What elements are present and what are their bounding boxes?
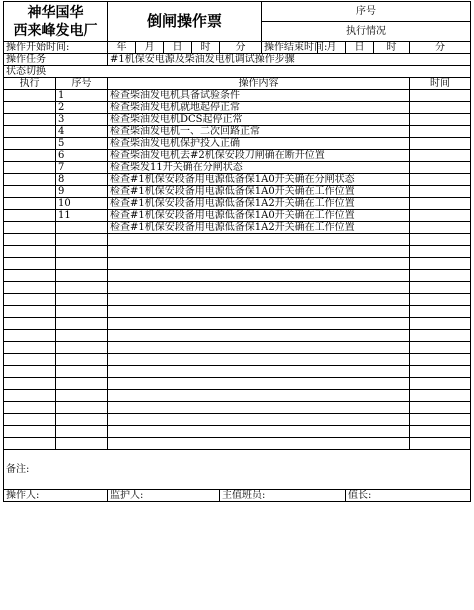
- execute-cell[interactable]: [4, 210, 56, 222]
- state-switch-label: 状态切换: [4, 66, 471, 78]
- serial-label: 序号: [262, 2, 471, 22]
- step-content: 检查#1机保安段备用电源低备保1A0开关确在工作位置: [108, 186, 410, 198]
- execute-cell[interactable]: [4, 222, 56, 234]
- execute-cell[interactable]: [4, 114, 56, 126]
- step-content: 检查#1机保安段备用电源低备保1A0开关确在分闸状态: [108, 174, 410, 186]
- supervisor-signature[interactable]: 监护人:: [108, 490, 220, 502]
- step-no: 8: [56, 174, 108, 186]
- start-time-label: 操作开始时间:: [4, 42, 108, 54]
- table-row: [4, 306, 471, 318]
- operation-ticket-sheet: [3, 1, 470, 502]
- table-row: [4, 270, 471, 282]
- end-minute-unit: 分: [410, 42, 471, 54]
- step-no: 5: [56, 138, 108, 150]
- table-row: [4, 330, 471, 342]
- step-content: 检查柴发11开关确在分闸状态: [108, 162, 410, 174]
- column-header-time: 时间: [410, 78, 471, 90]
- start-day-unit: 日: [164, 42, 192, 54]
- step-no: 11: [56, 210, 108, 222]
- table-row: [4, 150, 471, 162]
- time-cell[interactable]: [410, 174, 471, 186]
- end-day-unit: 日: [346, 42, 374, 54]
- time-cell[interactable]: [410, 114, 471, 126]
- step-no: 1: [56, 90, 108, 102]
- table-row: [4, 138, 471, 150]
- table-row: [4, 282, 471, 294]
- end-month-unit: 月: [318, 42, 346, 54]
- shift-leader-signature[interactable]: 主值班员:: [220, 490, 346, 502]
- time-cell[interactable]: [410, 90, 471, 102]
- step-content: 检查柴油发电机DCS起停正常: [108, 114, 410, 126]
- start-minute-unit: 分: [220, 42, 262, 54]
- step-no: 6: [56, 150, 108, 162]
- operator-signature[interactable]: 操作人:: [4, 490, 108, 502]
- execute-cell[interactable]: [4, 174, 56, 186]
- table-row: [4, 246, 471, 258]
- table-row: [4, 90, 471, 102]
- time-cell[interactable]: [410, 222, 471, 234]
- remark-field[interactable]: 备注:: [4, 450, 471, 490]
- table-row: [4, 390, 471, 402]
- table-row: [4, 114, 471, 126]
- execute-cell[interactable]: [4, 102, 56, 114]
- start-month-unit: 月: [136, 42, 164, 54]
- table-row: [4, 402, 471, 414]
- table-row: [4, 174, 471, 186]
- company-name-line1: 神华国华: [27, 4, 84, 21]
- time-cell[interactable]: [410, 102, 471, 114]
- execute-cell[interactable]: [4, 186, 56, 198]
- step-no: 10: [56, 198, 108, 210]
- operation-ticket-table: [3, 1, 471, 502]
- end-hour-unit: 时: [374, 42, 410, 54]
- table-row: [4, 186, 471, 198]
- step-no: 3: [56, 114, 108, 126]
- step-no: 9: [56, 186, 108, 198]
- execute-cell[interactable]: [4, 150, 56, 162]
- step-no: 7: [56, 162, 108, 174]
- time-cell[interactable]: [410, 162, 471, 174]
- company-name-line2: 西来峰发电厂: [13, 22, 98, 39]
- ticket-title: 倒闸操作票: [108, 2, 262, 42]
- step-no: 4: [56, 126, 108, 138]
- time-cell[interactable]: [410, 150, 471, 162]
- step-content: 检查#1机保安段备用电源低备保1A0开关确在工作位置: [108, 210, 410, 222]
- column-header-seq: 序号: [56, 78, 108, 90]
- step-content: 检查#1机保安段备用电源低备保1A2开关确在工作位置: [108, 222, 410, 234]
- step-content: 检查柴油发电机一、二次回路正常: [108, 126, 410, 138]
- table-row: [4, 414, 471, 426]
- chief-signature[interactable]: 值长:: [346, 490, 471, 502]
- execute-cell[interactable]: [4, 162, 56, 174]
- step-content: 检查柴油发电机保护投入正确: [108, 138, 410, 150]
- company-name: [4, 2, 108, 42]
- table-row: [4, 258, 471, 270]
- table-row: [4, 438, 471, 450]
- step-content: 检查柴油发电机去#2机保安段刀闸确在断开位置: [108, 150, 410, 162]
- step-content: 检查柴油发电机就地起停正常: [108, 102, 410, 114]
- table-row: [4, 234, 471, 246]
- table-row: [4, 426, 471, 438]
- end-time-label: 操作结束时间:: [262, 42, 318, 54]
- table-row: [4, 126, 471, 138]
- time-cell[interactable]: [410, 138, 471, 150]
- table-row: [4, 198, 471, 210]
- table-row: [4, 318, 471, 330]
- table-row: [4, 222, 471, 234]
- table-row: [4, 210, 471, 222]
- table-row: [4, 342, 471, 354]
- step-content: 检查#1机保安段备用电源低备保1A2开关确在工作位置: [108, 198, 410, 210]
- table-row: [4, 102, 471, 114]
- step-no: 2: [56, 102, 108, 114]
- time-cell[interactable]: [410, 126, 471, 138]
- exec-status-label: 执行情况: [262, 22, 471, 42]
- table-row: [4, 354, 471, 366]
- execute-cell[interactable]: [4, 126, 56, 138]
- execute-cell[interactable]: [4, 138, 56, 150]
- execute-cell[interactable]: [4, 198, 56, 210]
- task-value: #1机保安电源及柴油发电机调试操作步骤: [108, 54, 471, 66]
- execute-cell[interactable]: [4, 90, 56, 102]
- table-row: [4, 378, 471, 390]
- step-content: 检查柴油发电机具备试验条件: [108, 90, 410, 102]
- start-year-unit: 年: [108, 42, 136, 54]
- table-row: [4, 162, 471, 174]
- table-row: [4, 294, 471, 306]
- step-no: [56, 222, 108, 234]
- time-cell[interactable]: [410, 210, 471, 222]
- time-cell[interactable]: [410, 186, 471, 198]
- column-header-execute: 执行: [4, 78, 56, 90]
- task-label: 操作任务: [4, 54, 108, 66]
- table-row: [4, 366, 471, 378]
- time-cell[interactable]: [410, 198, 471, 210]
- column-header-content: 操作内容: [108, 78, 410, 90]
- start-hour-unit: 时: [192, 42, 220, 54]
